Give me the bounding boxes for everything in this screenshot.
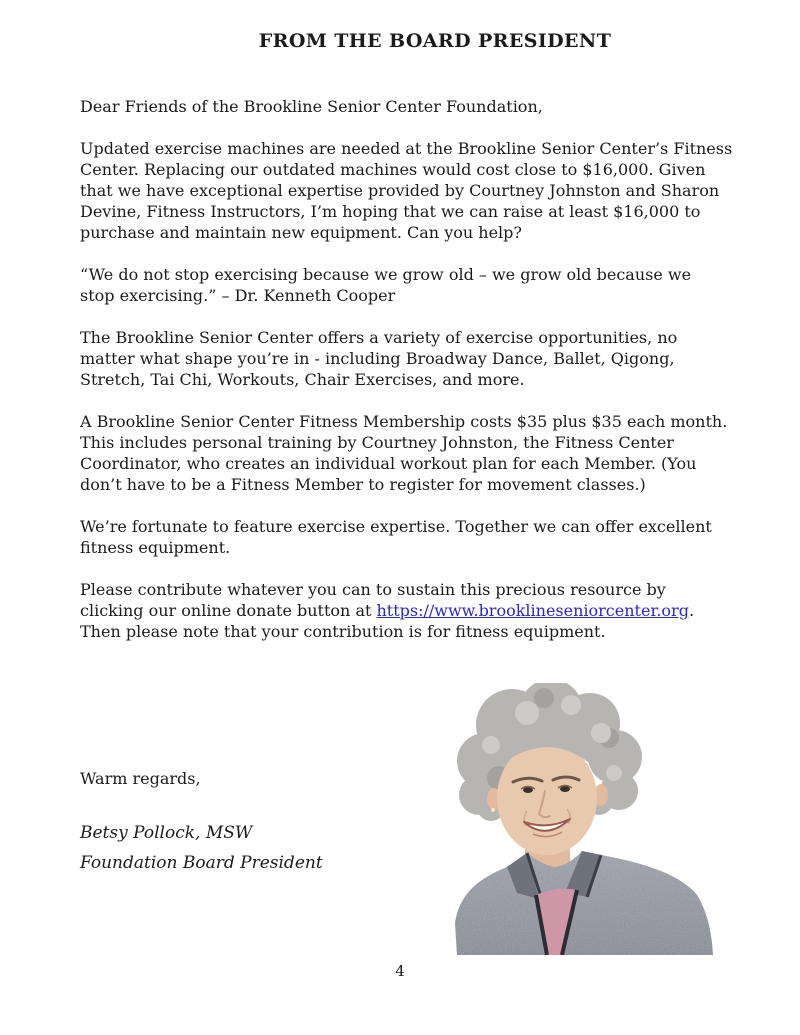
- donate-line-suffix: .: [688, 601, 695, 620]
- text-line: The Brookline Senior Center offers a variety of exercise opportunities, no: [80, 328, 678, 347]
- text-line: Center. Replacing our outdated machines would cost close to $16,000. Given: [80, 160, 706, 179]
- text-line: stop exercising.” – Dr. Kenneth Cooper: [80, 286, 396, 305]
- text-line: Devine, Fitness Instructors, I’m hoping that we can raise at least $16,000 to: [80, 202, 701, 221]
- text-line: don’t have to be a Fitness Member to register for movement classes.): [80, 475, 646, 494]
- text-line: Dear Friends of the Brookline Senior Center Foundation,: [80, 97, 543, 116]
- paragraph-membership: [80, 411, 752, 495]
- text-line: Please contribute whatever you can to sustain this precious resource by: [80, 580, 666, 599]
- paragraph-donate: [80, 579, 752, 642]
- signature-role: Foundation Board President: [80, 853, 323, 873]
- text-line: Updated exercise machines are needed at the Brookline Senior Center’s Fitness: [80, 139, 733, 158]
- text-line: Coordinator, who creates an individual workout plan for each Member. (You: [80, 454, 697, 473]
- donate-line-prefix: clicking our online donate button at: [80, 601, 377, 620]
- text-line: matter what shape you’re in - including Broadway Dance, Ballet, Qigong,: [80, 349, 675, 368]
- earring: [491, 808, 495, 812]
- paragraph-fundraising: [80, 138, 752, 243]
- paragraph-quote: [80, 264, 752, 306]
- paragraph-classes: [80, 327, 752, 390]
- text-line: fitness equipment.: [80, 538, 231, 557]
- text-line-with-link: [80, 600, 752, 621]
- salutation: [80, 96, 752, 117]
- text-line: A Brookline Senior Center Fitness Membership costs $35 plus $35 each month.: [80, 412, 728, 431]
- page-number: 4: [395, 962, 405, 980]
- text-line: Stretch, Tai Chi, Workouts, Chair Exercises, and more.: [80, 370, 525, 389]
- donate-link[interactable]: https://www.brooklineseniorcenter.org: [376, 601, 689, 620]
- text-line: “We do not stop exercising because we grow old – we grow old because we: [80, 265, 692, 284]
- president-portrait-photo: [449, 683, 714, 955]
- paragraph-expertise: [80, 516, 752, 558]
- text-line: This includes personal training by Courtney Johnston, the Fitness Center: [80, 433, 674, 452]
- text-line: Warm regards,: [80, 769, 201, 788]
- text-line: We’re fortunate to feature exercise expertise. Together we can offer excellent: [80, 517, 712, 536]
- page-title: FROM THE BOARD PRESIDENT: [258, 30, 612, 52]
- text-line: that we have exceptional expertise provided by Courtney Johnston and Sharon: [80, 181, 720, 200]
- text-line: purchase and maintain new equipment. Can you help?: [80, 223, 522, 242]
- face: [497, 731, 597, 855]
- signature-name: Betsy Pollock, MSW: [80, 823, 253, 843]
- text-line: Then please note that your contribution is for fitness equipment.: [80, 622, 606, 641]
